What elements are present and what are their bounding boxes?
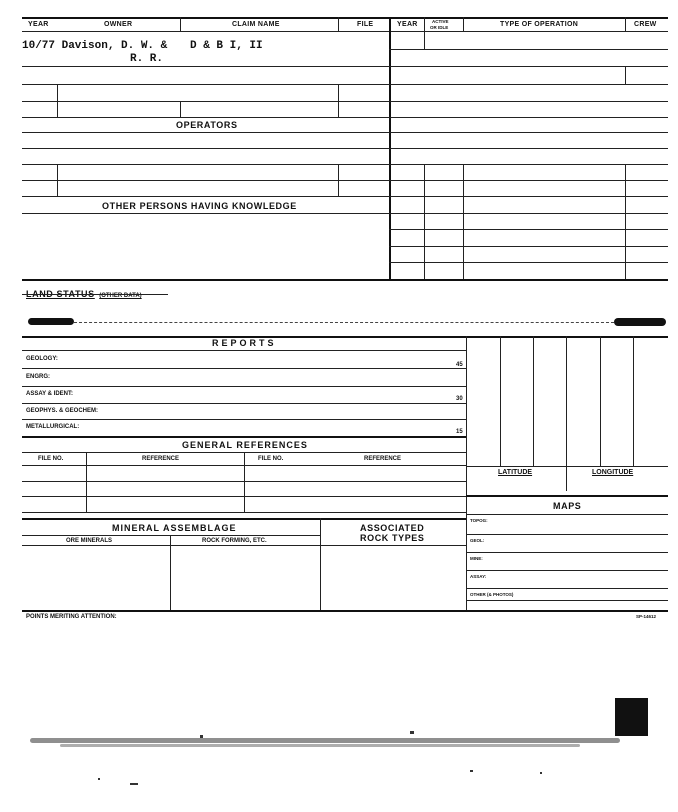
maps-topog: TOPOG: — [470, 518, 488, 523]
col-owner: OWNER — [104, 21, 133, 28]
owner-entry-line1: 10/77 Davison, D. W. & — [22, 40, 168, 52]
reports-geology: GEOLOGY: — [26, 356, 58, 362]
reports-geophys: GEOPHYS. & GEOCHEM: — [26, 408, 99, 414]
maps-assay: ASSAY: — [470, 574, 487, 579]
associated-rock-types-2: ROCK TYPES — [360, 533, 425, 543]
reports-engrg: ENGRG: — [26, 374, 50, 380]
owner-entry-line2: R. R. — [130, 53, 164, 65]
ref-reference-2: REFERENCE — [364, 456, 402, 462]
longitude-label: LONGITUDE — [592, 469, 634, 476]
maps-other: OTHER (& PHOTOS) — [470, 592, 514, 597]
other-persons-title: OTHER PERSONS HAVING KNOWLEDGE — [102, 201, 297, 211]
reports-num-30: 30 — [456, 396, 463, 402]
latitude-label: LATITUDE — [498, 469, 533, 476]
ref-file-no-1: FILE NO. — [38, 456, 64, 462]
col-claim-name: CLAIM NAME — [232, 21, 280, 28]
associated-rock-types-1: ASSOCIATED — [360, 523, 425, 533]
claim-entry: D & B I, II — [190, 40, 263, 52]
maps-geol: GEOL: — [470, 538, 485, 543]
reports-num-45: 45 — [456, 362, 463, 368]
col-year: YEAR — [28, 21, 49, 28]
rock-forming-label: ROCK FORMING, ETC. — [202, 538, 267, 544]
maps-title: MAPS — [553, 501, 582, 511]
col-type-of-operation: TYPE OF OPERATION — [500, 21, 579, 28]
col-crew: CREW — [634, 21, 657, 28]
maps-mine: MINE: — [470, 556, 483, 561]
col-active-1: ACTIVE — [432, 19, 449, 24]
col-year-right: YEAR — [397, 21, 418, 28]
ref-reference-1: REFERENCE — [142, 456, 180, 462]
form-number: SP-14612 — [636, 614, 657, 619]
reports-metallurgical: METALLURGICAL: — [26, 424, 80, 430]
reports-title: REPORTS — [212, 338, 277, 348]
col-file: FILE — [357, 21, 374, 28]
reports-num-15: 15 — [456, 429, 463, 435]
ref-file-no-2: FILE NO. — [258, 456, 284, 462]
points-meriting-attention: POINTS MERITING ATTENTION: — [26, 614, 117, 620]
mineral-assemblage-title: MINERAL ASSEMBLAGE — [112, 523, 237, 533]
general-references-title: GENERAL REFERENCES — [182, 440, 308, 450]
ore-minerals-label: ORE MINERALS — [66, 538, 113, 544]
land-status-title: LAND STATUS — [26, 289, 95, 299]
operators-title: OPERATORS — [176, 120, 238, 130]
reports-assay: ASSAY & IDENT: — [26, 391, 74, 397]
land-status-note: (OTHER DATA) — [99, 293, 142, 299]
col-active-2: OR IDLE — [430, 25, 449, 30]
